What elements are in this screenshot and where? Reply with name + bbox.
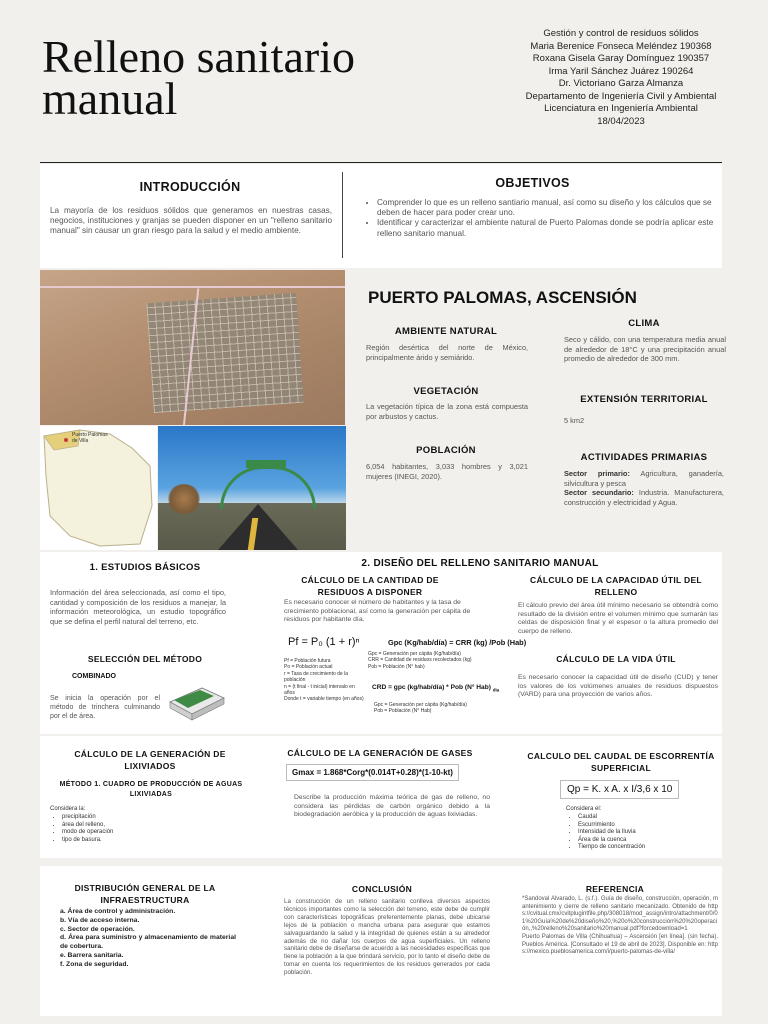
lixiviados-heading: CÁLCULO DE LA GENERACIÓN DE LIXIVIADOS — [74, 749, 226, 771]
lixiviados-item: • modo de operación — [62, 829, 182, 837]
metodo-heading: SELECCIÓN DEL MÉTODO — [87, 654, 203, 664]
distribucion-item: a. Área de control y administración. — [60, 908, 176, 915]
calculations-panel — [40, 736, 722, 858]
distribucion-item: c. Sector de operación. — [60, 925, 135, 933]
objetivos-heading: OBJETIVOS — [495, 176, 570, 190]
cantidad-text: Es necesario conocer el número de habitantes y la tasa de crecimiento poblacional, así como la generación per cápita de residuos por habitante día. — [284, 599, 471, 623]
gpc-legend-item: CRR = Cantidad de residuos recolectados (kg) — [368, 657, 472, 664]
caudal-list — [566, 814, 728, 852]
objetivo-item: • Comprender lo que es un relleno santiario manual, así como su diseño y los cálculos que se deben de hacer para poder crear uno. — [377, 198, 722, 218]
lixiviados-item: • precipitación — [62, 814, 182, 822]
distribucion-heading: DISTRIBUCIÓN GENERAL DE LA INFRAESTRUCTURA — [74, 883, 216, 905]
gases-heading: CÁLCULO DE LA GENERACIÓN DE GASES — [287, 748, 473, 758]
crd-legend-item: Pob = Población (N° Hab) — [374, 708, 432, 715]
estudios-text: Información del área seleccionada, así como el tipo, cantidad y composición de los residuos a manejar, la información meteorológica, un estudio topográfico que se defina el perfil natural del terreno, etc. — [50, 588, 226, 626]
road — [218, 504, 298, 550]
lixiviados-considera: Considera la: — [50, 806, 86, 812]
puerto-panel — [346, 270, 726, 550]
formula-crd-main: CRD = gpc (kg/hab/día) * Pob (N° Hab) — [372, 684, 491, 691]
cantidad-heading: CÁLCULO DE LA CANTIDAD DE RESIDUOS A DISPONER — [301, 575, 439, 597]
diseno-heading: 2. DISEÑO DEL RELLENO SANITARIO MANUAL — [361, 558, 599, 569]
lixiviados-metodo: MÉTODO 1. CUADRO DE PRODUCCIÓN DE AGUAS LIXIVIADAS — [59, 781, 243, 798]
pf-legend-item: n = (t final - t inicial) intervalo en años — [284, 683, 355, 697]
course-name: Gestión y control de residuos sólidos — [543, 28, 699, 39]
intro-text: La mayoría de los residuos sólidos que generamos en nuestras casas, negocios, instituciones y granjas se pueden disponer en un "relleno sanitario manual" sin causar un gran riesgo para la salud y el medio ambiente. — [50, 206, 332, 236]
formula-crd — [372, 684, 499, 692]
degree: Licenciatura en Ingeniería Ambiental — [544, 103, 698, 114]
caudal-formula: Qp = K. x A. x I/3,6 x 10 — [560, 780, 679, 799]
objetivo-item: • Identificar y caracterizar el ambiente natural de Puerto Palomas donde se podría aplicar este relleno sanitario manual. — [377, 218, 722, 238]
entrance-photo — [158, 426, 346, 550]
extension-text: 5 km2 — [564, 416, 585, 425]
objetivos-list — [365, 198, 722, 239]
caudal-heading: CALCULO DEL CAUDAL DE ESCORRENTÍA SUPERFICIAL — [527, 751, 715, 773]
authors-block — [500, 28, 742, 128]
gpc-legend-item: Gpc = Generación per cápita (Kg/hab/día) — [368, 651, 461, 657]
ambiente-text: Región desértica del norte de México, principalmente árido y semiárido. — [366, 343, 528, 362]
referencia-item: Puerto Palomas de Villa (Chihuahua) – Ascensión [en línea]. (sin fecha). Pueblos América. [Consultado el 19 de abril de 2023]. Disponible en: https://mexico.pueblosamerica.com/i/puerto-palomas-de-villa/ — [522, 933, 718, 956]
distribucion-item: b. Vía de acceso interna. — [60, 916, 140, 924]
author-2: Roxana Gisela Garay Domínguez 190357 — [532, 53, 710, 64]
poblacion-heading: POBLACIÓN — [416, 445, 476, 456]
actividades-heading: ACTIVIDADES PRIMARIAS — [580, 452, 708, 463]
gpc-legend-item: Pob = Población (N° hab) — [368, 663, 425, 670]
intro-panel — [40, 164, 722, 268]
formula-crd-sub: dia — [492, 687, 500, 693]
caudal-considera: Considera el: — [566, 806, 602, 812]
referencia-item: *Sandoval Alvarado, L. (s.f.). Guía de diseño, construcción, operación, mantenimiento y cierre de relleno sanitario mecanizado. Obtenido de https://cvitual.cmx/cvitplugintfile.php/308018/mod_assign/intro/attachment/0/01%20Guía%20de%20diseño%20,%20o%20construcción%20%20operación,,%20relleno%20sanitario%20manual.pdf?forcedownload=1 — [522, 896, 718, 933]
secundario-label: Sector secundario: — [564, 488, 634, 498]
pf-legend — [284, 658, 364, 703]
puerto-heading: PUERTO PALOMAS, ASCENSIÓN — [368, 288, 637, 307]
caudal-item: • Caudal — [578, 814, 728, 822]
date: 18/04/2023 — [597, 115, 645, 127]
primario-label: Sector primario: — [564, 469, 630, 478]
department: Departamento de Ingeniería Civil y Ambiental — [525, 90, 717, 102]
pf-legend-item: Donde t = variable tiempo (en años) — [284, 696, 364, 703]
crd-legend-item: Gpc = Generación per cápita (Kg/hab/día) — [374, 702, 467, 708]
capacidad-heading: CÁLCULO DE LA CAPACIDAD ÚTIL DEL RELLENO — [530, 575, 702, 597]
capacidad-text: El cálculo previo del área útil mínimo necesario se obtendrá como resultado de la división entre el volumen mínimo que sumarán las celdas de disposición final y el espesor o la altura promedio del cuerpo de relleno. — [518, 602, 718, 635]
arch — [220, 466, 316, 509]
clima-heading: CLIMA — [628, 318, 660, 329]
design-panel — [40, 552, 722, 734]
gases-text: Describe la producción máxima teórica de gas de relleno, no considera las pérdidas de carbón orgánico debido a la biodegradación aeróbica y la producción de aguas lixiviadas. — [294, 794, 490, 818]
ambiente-heading: AMBIENTE NATURAL — [394, 326, 498, 337]
state-map — [40, 426, 157, 550]
conclusion-text: La construcción de un relleno sanitario conlleva diversos aspectos técnicos importantes como la selección del terreno, este debe de cumplir con características topográficas preferentemente planas, debe ubicarse lejos de la población o mancha urbana para asegurar que estamos salvaguardando la salud y la integridad de quienes están a su alrededor además de no dañar los cuerpos de agua superficiales. Un relleno sanitario debe de diseñarse de acuerdo a las necesidades específicas que tiene la población a la que brindará servicio, por lo tanto el diseño debe de tomar en cuenta los requerimientos de los residuos generados por cada población. — [284, 898, 490, 977]
vegetacion-text: La vegetación típica de la zona está compuesta por arbustos y cactus. — [366, 402, 528, 421]
arch-sign — [246, 460, 286, 468]
caudal-item: • Intensidad de la lluvia — [578, 829, 728, 837]
extension-heading: EXTENSIÓN TERRITORIAL — [580, 394, 708, 405]
secundario-text: Industria. Manufacturera, construcción y electricidad y Agua. — [564, 488, 724, 507]
state-map-label: Puerto Palomas de Villa — [72, 432, 108, 444]
lixiviados-list — [50, 814, 182, 844]
caudal-item: • Área de la cuenca — [578, 837, 728, 845]
town-grid — [146, 293, 303, 413]
professor: Dr. Victoriano Garza Almanza — [558, 78, 684, 89]
caudal-item: • Escurrimiento — [578, 822, 728, 830]
vida-text: Es necesario conocer la capacidad útil de diseño (CUD) y tener los valores de los volúmenes anuales de residuos dispuestos (VARD) para una proyección de varios años. — [518, 674, 718, 698]
intro-divider — [342, 172, 343, 258]
lixiviados-item: • área del relleno, — [62, 822, 182, 830]
bottom-panel — [40, 866, 722, 1016]
border-line — [40, 286, 345, 288]
bush — [166, 484, 202, 514]
referencia-list — [522, 896, 718, 957]
gases-formula: Gmax = 1.868*Corg*(0.014T+0.28)*(1-10-kt) — [286, 764, 459, 781]
estudios-heading: 1. ESTUDIOS BÁSICOS — [89, 562, 201, 573]
header-divider — [40, 162, 722, 163]
lixiviados-item: • tipo de basura. — [62, 837, 182, 845]
town-satellite-map — [40, 270, 345, 425]
vegetacion-heading: VEGETACIÓN — [413, 386, 479, 397]
clima-text: Seco y cálido, con una temperatura media anual de alrededor de 18°C y una precipitación anual promedio de alrededor de 300 mm. — [564, 335, 726, 364]
poster-title: Relleno sanitario manual — [42, 31, 355, 124]
formula-pf: Pf = P₀ (1 + r)ⁿ — [288, 636, 360, 648]
chihuahua-map-icon — [40, 426, 157, 550]
distribucion-list — [60, 908, 236, 970]
poblacion-text: 6,054 habitantes, 3,033 hombres y 3,021 mujeres (INEGI, 2020). — [366, 462, 528, 481]
pf-legend-item: Pf = Población futura — [284, 658, 331, 664]
vida-heading: CÁLCULO DE LA VIDA ÚTIL — [556, 654, 676, 664]
primario-text: Agricultura, ganadería, silvicultura y pesca — [564, 469, 724, 488]
pf-legend-item: Po = Población actual — [284, 664, 333, 671]
distribucion-item: d. Área para suministro y almacenamiento de material de cobertura. — [60, 934, 236, 951]
conclusion-heading: CONCLUSIÓN — [351, 884, 413, 894]
combinado-label: COMBINADO — [72, 673, 116, 680]
distribucion-item: f. Zona de seguridad. — [60, 960, 129, 968]
formula-gpc: Gpc (Kg/hab/día) = CRR (kg) /Pob (Hab) — [388, 638, 527, 647]
author-3: Irma Yaril Sánchez Juárez 190264 — [548, 65, 694, 77]
distribucion-item: e. Barrera sanitaria. — [60, 951, 124, 959]
crd-legend — [374, 702, 504, 715]
actividades-text — [564, 469, 724, 507]
referencia-heading: REFERENCIA — [585, 884, 645, 894]
author-1: Maria Berenice Fonseca Meléndez 190368 — [530, 40, 712, 52]
gpc-legend — [368, 651, 498, 670]
intro-heading: INTRODUCCIÓN — [139, 180, 241, 194]
landfill-diagram-icon — [166, 680, 228, 722]
metodo-text: Se inicia la operación por el método de trinchera culminando por el de área. — [50, 695, 160, 720]
pf-legend-item: r = Tasa de crecimiento de la población — [284, 670, 348, 684]
caudal-item: • Tiempo de concentración — [578, 844, 728, 852]
